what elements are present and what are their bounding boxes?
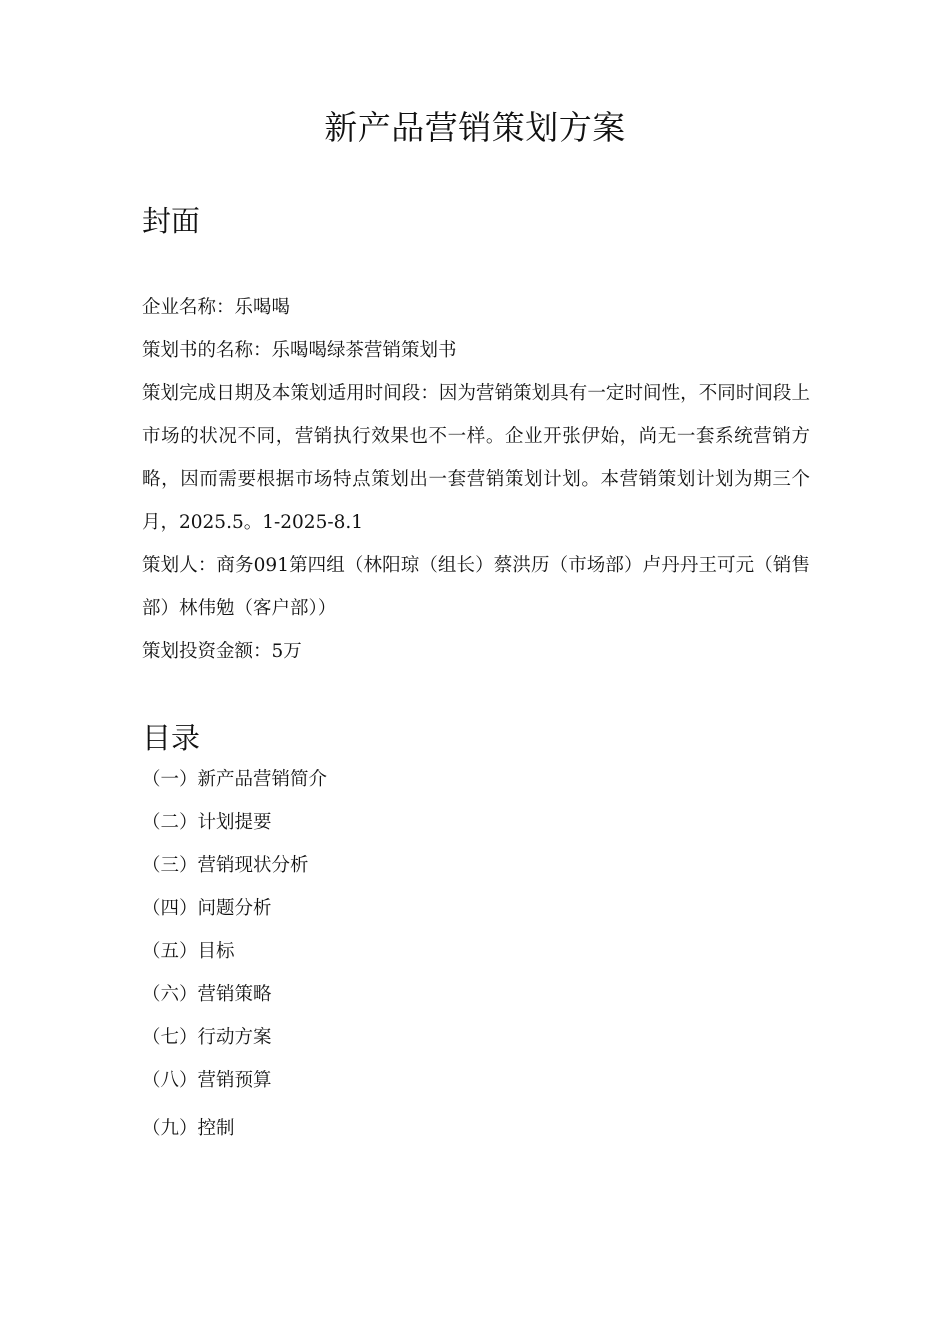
document-title: 新产品营销策划方案 xyxy=(324,108,626,147)
toc-heading: 目录 xyxy=(142,721,201,755)
toc-item: （五）目标 xyxy=(142,941,235,962)
cover-info xyxy=(142,286,810,673)
toc-list xyxy=(142,758,742,1150)
planners-paragraph: 策划人：商务091第四组（林阳琼（组长）蔡洪历（市场部）卢丹丹王可元（销售部）林伟勉（客户部）） xyxy=(142,555,810,619)
plan-period-paragraph: 策划完成日期及本策划适用时间段：因为营销策划具有一定时间性，不同时间段上市场的状况不同，营销执行效果也不一样。企业开张伊始，尚无一套系统营销方略，因而需要根据市场特点策划出一套营销策划计划。本营销策划计划为期三个月，2025.5。1-2025-8.1 xyxy=(142,383,810,533)
plan-name-line: 策划书的名称：乐喝喝绿茶营销策划书 xyxy=(142,340,457,361)
toc-item: （三）营销现状分析 xyxy=(142,855,309,876)
toc-item: （九）控制 xyxy=(142,1118,235,1139)
toc-item: （二）计划提要 xyxy=(142,812,272,833)
toc-item: （六）营销策略 xyxy=(142,984,272,1005)
investment-line: 策划投资金额：5万 xyxy=(142,641,302,662)
toc-item: （一）新产品营销简介 xyxy=(142,769,328,790)
toc-item: （七）行动方案 xyxy=(142,1027,272,1048)
toc-item: （八）营销预算 xyxy=(142,1070,272,1091)
toc-item: （四）问题分析 xyxy=(142,898,272,919)
cover-heading: 封面 xyxy=(142,204,201,238)
company-name-line: 企业名称：乐喝喝 xyxy=(142,297,291,318)
